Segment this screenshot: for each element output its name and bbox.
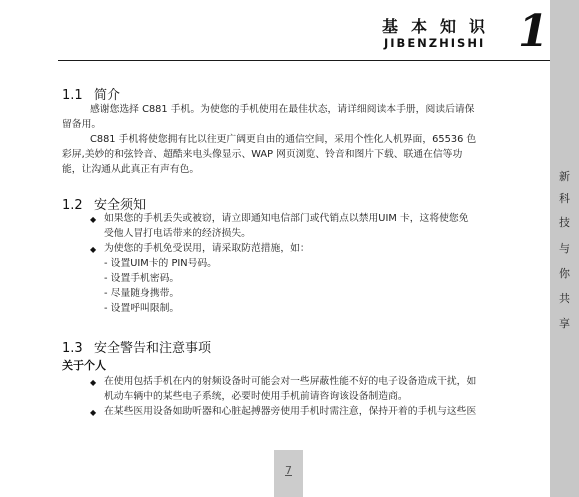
section-number: 1.2 [62,198,83,213]
safety-item: - 设置呼叫限制。 [104,303,180,314]
bullet-diamond-icon: ◆ [90,245,97,254]
warning-line: 在某些医用设备如助听器和心脏起搏器旁使用手机时需注意，保持开着的手机与这些医 [104,406,477,417]
page-number: 7 [285,464,292,477]
chapter-title-pinyin: JIBENZHISHI [384,36,486,50]
bullet-diamond-icon: ◆ [90,378,97,387]
safety-line: 受他人冒打电话带来的经济损失。 [104,228,251,239]
sidebar-char: 技 [559,216,570,229]
section-title: 简介 [94,88,121,103]
section-number: 1.1 [62,88,83,103]
section-title: 安全警告和注意事项 [94,341,212,356]
intro-line: 彩屏,美妙的和弦铃音、超酷来电头像显示、WAP 网页浏览、铃音和图片下载、联通在信等功 [62,149,463,160]
sidebar-char: 科 [559,192,570,205]
section-number: 1.3 [62,341,83,356]
safety-line: 如果您的手机丢失或被窃，请立即通知电信部门或代销点以禁用UIM 卡，这将使您免 [104,213,469,224]
section-title: 安全须知 [94,198,147,213]
chapter-number: 1 [518,6,549,57]
bullet-diamond-icon: ◆ [90,408,97,417]
page-number-tab [274,450,303,497]
sidebar-char: 你 [559,267,570,280]
sidebar-tab [550,0,579,497]
sidebar-char: 共 [559,292,570,305]
intro-line: 留备用。 [62,119,102,130]
sidebar-char: 与 [559,242,570,255]
section-heading-intro [62,84,120,103]
sidebar-char: 新 [559,170,570,183]
section-heading-warnings [62,337,211,356]
safety-item: - 设置手机密码。 [104,273,180,284]
intro-line: C881 手机将使您拥有比以往更广阔更自由的通信空间，采用个性化人机界面，65536 色 [90,134,477,145]
section-heading-safety [62,194,146,213]
intro-line: 能，让沟通从此真正有声有色。 [62,164,200,175]
chapter-title-chinese: 基本知识 [382,17,499,36]
safety-line: 为使您的手机免受误用，请采取防范措施，如： [104,243,310,254]
safety-item: - 尽量随身携带。 [104,288,180,299]
bullet-diamond-icon: ◆ [90,215,97,224]
header-rule [58,60,550,61]
safety-item: - 设置UIM卡的 PIN号码。 [104,258,217,269]
subheading-personal: 关于个人 [62,359,106,372]
warning-line: 在使用包括手机在内的射频设备时可能会对一些屏蔽性能不好的电子设备造成干扰，如 [104,376,477,387]
warning-line: 机动车辆中的某些电子系统，必要时使用手机前请咨询该设备制造商。 [104,391,408,402]
sidebar-char: 享 [559,317,570,330]
intro-line: 感谢您选择 C881 手机。为使您的手机使用在最佳状态，请详细阅读本手册，阅读后请保 [90,104,475,115]
